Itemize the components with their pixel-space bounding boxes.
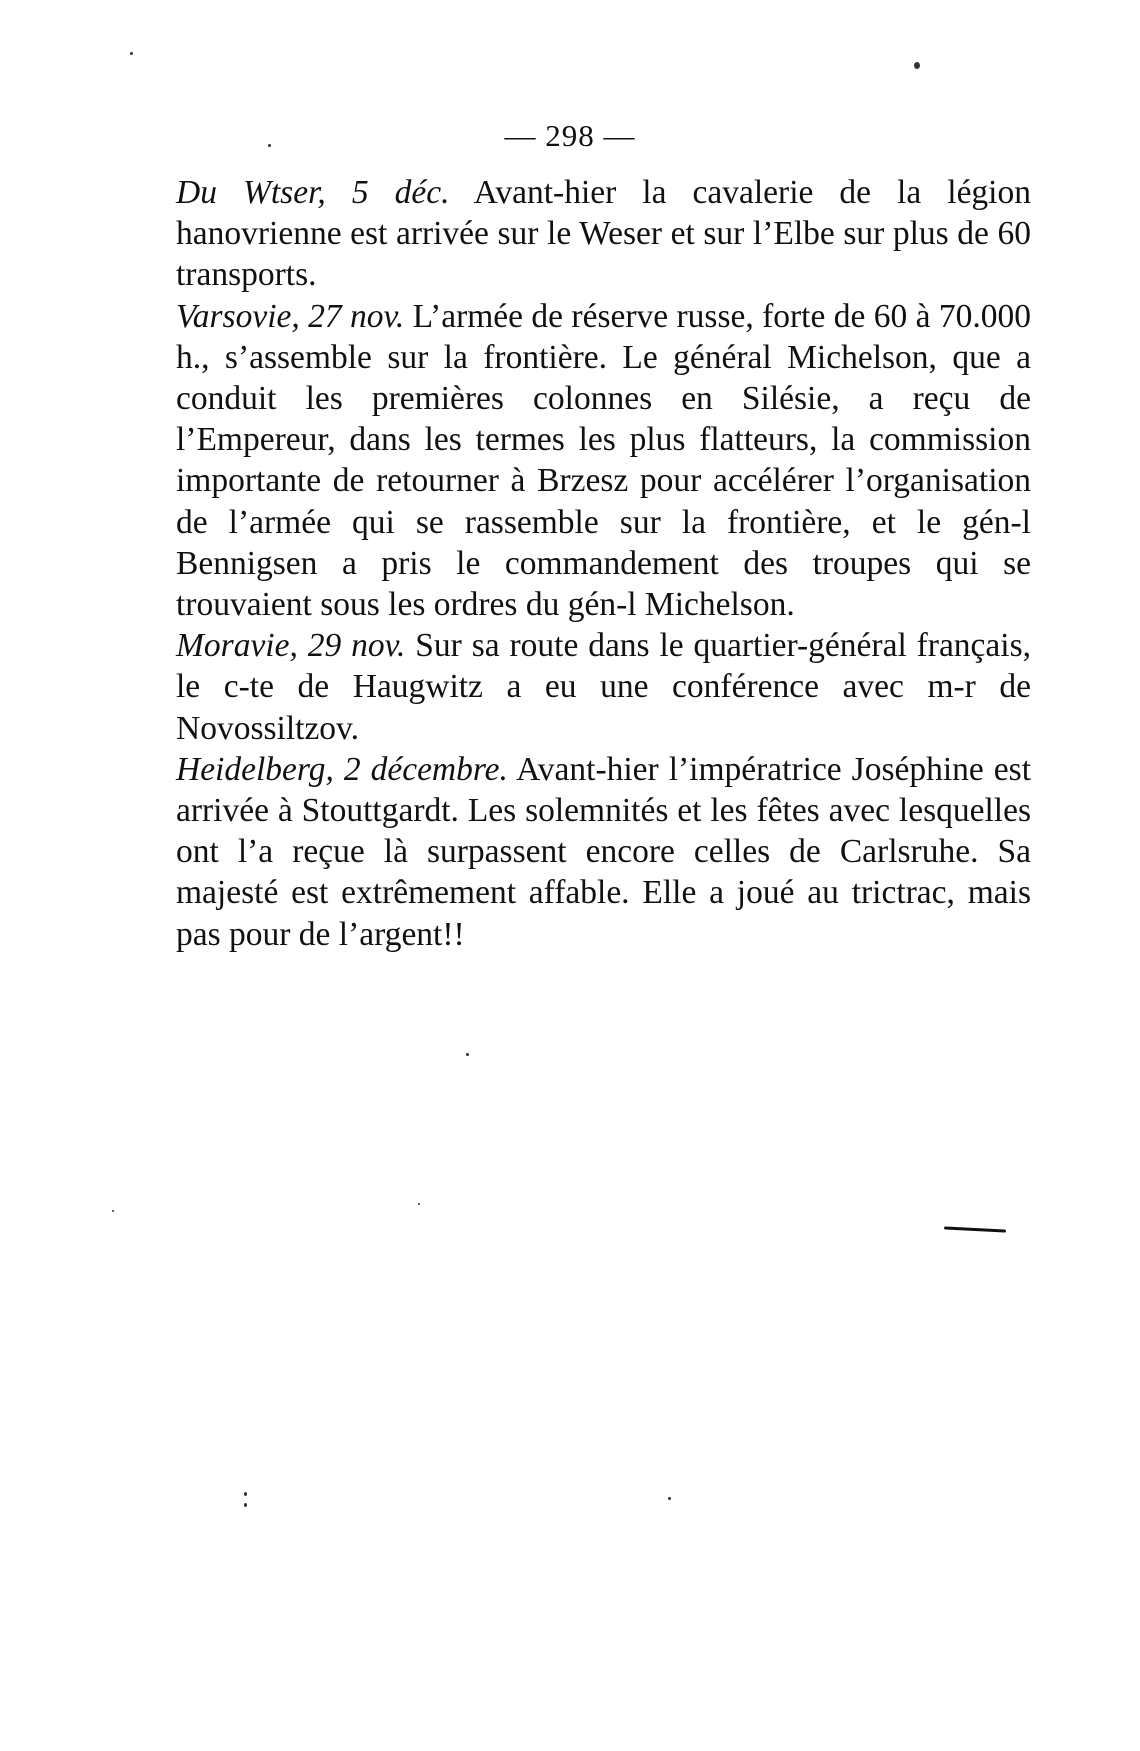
dateline: Du Wtser, 5 déc.	[176, 174, 450, 211]
dateline: Moravie, 29 nov.	[176, 627, 406, 665]
page-number: — 298 —	[504, 118, 636, 153]
scan-speck	[244, 1503, 247, 1507]
entry-text: Avant-hier l’impératrice Joséphine est arrivée à Stouttgardt. Les solemnités et les fêtes avec lesquelles ont l’a reçue là surpassent encore celles de Carlsruhe. Sa majesté est extrêmement affable. Elle a joué au trictrac, mais pas pour de l’argent!!	[176, 750, 1032, 953]
entry-varsovie	[176, 296, 1031, 626]
entry-weser	[176, 172, 1031, 296]
scan-speck	[466, 1053, 469, 1056]
entry-text: Avant-hier la cavalerie de la légion hanovrienne est arrivée sur le Weser et sur l’Elbe sur plus de 60 transports.	[176, 174, 1031, 294]
body-text	[176, 172, 1031, 955]
entry-moravie	[176, 625, 1031, 749]
scan-speck	[268, 144, 271, 147]
scan-speck	[130, 52, 133, 55]
scan-speck	[112, 1210, 114, 1212]
dateline: Varsovie, 27 nov.	[176, 297, 405, 335]
pen-stroke-mark	[944, 1226, 1006, 1232]
entry-heidelberg	[176, 749, 1031, 955]
scan-speck	[418, 1203, 420, 1205]
scan-speck	[244, 1492, 247, 1496]
dateline: Heidelberg, 2 décembre.	[176, 750, 508, 788]
scan-speck	[668, 1497, 671, 1500]
entry-text: L’armée de réserve russe, forte de 60 à 70.000 h., s’assemble sur la frontière. Le général Michelson, que a conduit les premières colonnes en Silésie, a reçu de l’Empereur, dans les termes les plus flatteurs, la commission importante de retourner à Brzesz pour accélérer l’organisation de l’armée qui se rassemble sur la frontière, et le gén-l Bennigsen a pris le commandement des troupes qui se trouvaient sous les ordres du gén-l Michelson.	[176, 297, 1032, 624]
entry-text: Sur sa route dans le quartier-général français, le c-te de Haugwitz a eu une conférence avec m-r de Novossiltzov.	[176, 627, 1032, 747]
scan-speck	[914, 62, 920, 69]
